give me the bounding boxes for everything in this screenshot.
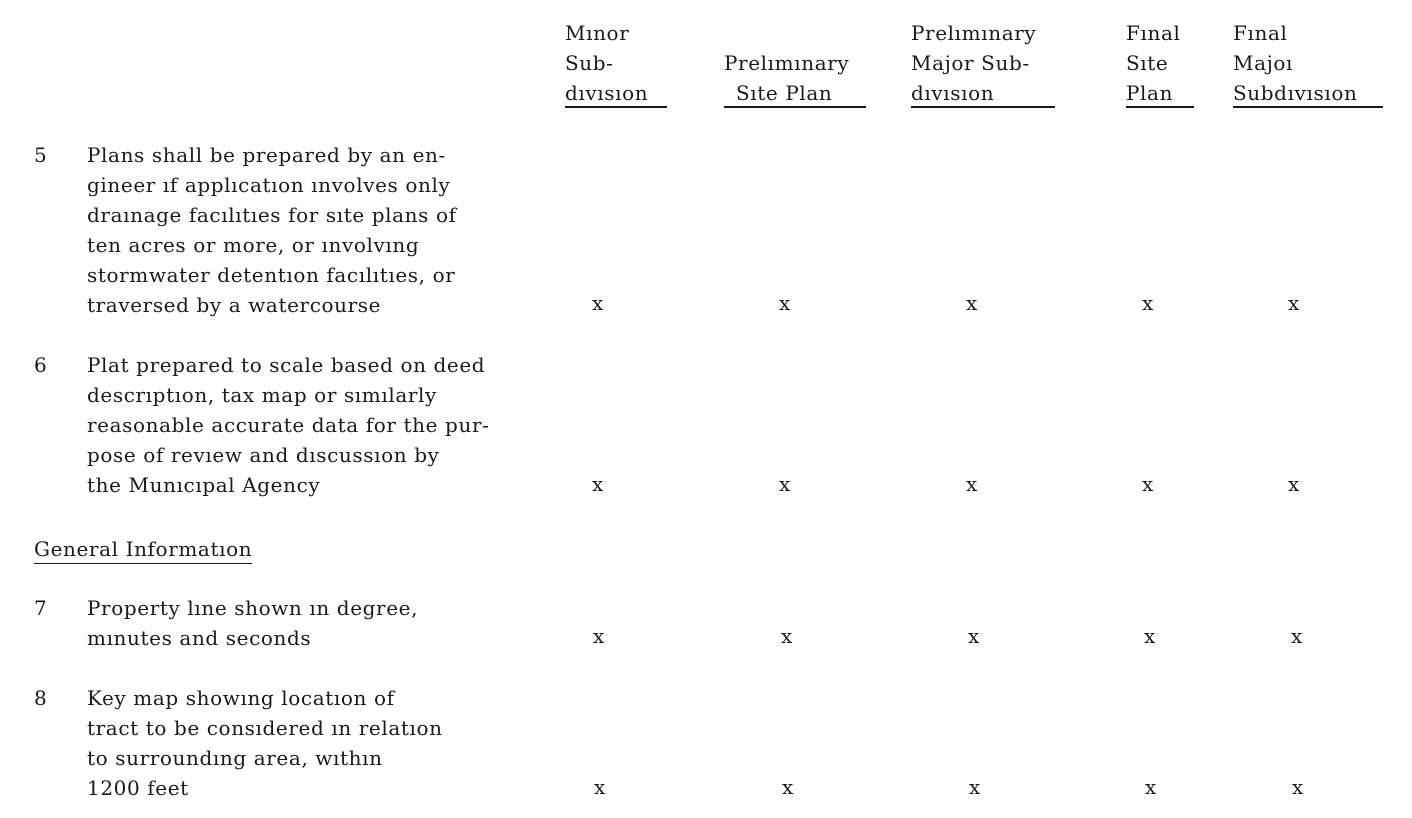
column-header-line: Sub- [565,51,614,75]
column-header-line: dıvısıon [565,81,649,105]
column-header-underline [565,106,667,108]
column-header-line: Majoı [1233,51,1294,75]
item-description [87,140,457,320]
check-mark: x [968,624,980,648]
check-mark: x [1292,775,1304,799]
column-header-preliminary-major-subdivision [911,18,1036,108]
check-mark: x [1144,624,1156,648]
column-header-line: Mınor [565,21,630,45]
check-mark: x [779,291,791,315]
item-description-line: gineer ıf applıcatıon ınvolves only [87,173,451,197]
column-header-underline [1233,106,1383,108]
check-mark: x [1288,472,1300,496]
item-description-line: Plans shall be prepared by an en- [87,143,446,167]
item-number: 6 [34,353,48,377]
column-header-line: Sıte Plan [736,81,833,105]
column-header-line: Subdıvısıon [1233,81,1358,105]
check-mark: x [592,472,604,496]
item-number: 5 [34,143,48,167]
item-description [87,683,443,803]
column-header-line: Sıte [1126,51,1169,75]
column-header-line: Plan [1126,81,1174,105]
item-description-line: ten acres or more, or ınvolvıng [87,233,420,257]
column-header-preliminary-site-plan [724,48,849,108]
check-mark: x [779,472,791,496]
item-description-line: Plat prepared to scale based on deed [87,353,486,377]
item-description-line: tract to be consıdered ın relatıon [87,716,443,740]
item-number: 7 [34,596,48,620]
check-mark: x [969,775,981,799]
check-mark: x [1145,775,1157,799]
check-mark: x [782,775,794,799]
item-description [87,350,489,500]
column-header-final-major-subdivision [1233,18,1357,108]
column-header-line: Fınal [1126,21,1181,45]
section-heading: General Informatıon [34,535,252,564]
column-header-line: Fınal [1233,21,1288,45]
item-description-line: descrıptıon, tax map or sımılarly [87,383,437,407]
column-header-underline [1126,106,1194,108]
column-header-line: Prelımınary [911,21,1037,45]
check-mark: x [1288,291,1300,315]
check-mark: x [781,624,793,648]
column-header-underline [724,106,866,108]
column-header-final-site-plan [1126,18,1180,108]
check-mark: x [966,472,978,496]
item-description-line: Property lıne shown ın degree, [87,596,419,620]
column-header-line: Major Sub- [911,51,1030,75]
check-mark: x [594,775,606,799]
check-mark: x [1142,472,1154,496]
item-description-line: Key map showıng locatıon of [87,686,395,710]
item-description-line: traversed by a watercourse [87,293,382,317]
item-description-line: the Munıcıpal Agency [87,473,321,497]
item-description-line: pose of revıew and dıscussıon by [87,443,440,467]
item-description-line: to surroundıng area, wıthın [87,746,383,770]
check-mark: x [1291,624,1303,648]
check-mark: x [593,624,605,648]
column-header-line: dıvısıon [911,81,995,105]
item-description-line: 1200 feet [87,776,189,800]
check-mark: x [966,291,978,315]
item-description [87,593,418,653]
column-header-minor-subdivision [565,18,648,108]
column-header-underline [911,106,1055,108]
check-mark: x [1142,291,1154,315]
item-number: 8 [34,686,48,710]
check-mark: x [592,291,604,315]
item-description-line: mınutes and seconds [87,626,312,650]
item-description-line: stormwater detentıon facılıtıes, or [87,263,456,287]
item-description-line: draınage facılıtıes for sıte plans of [87,203,457,227]
column-header-line: Prelımınary [724,51,850,75]
item-description-line: reasonable accurate data for the pur- [87,413,490,437]
